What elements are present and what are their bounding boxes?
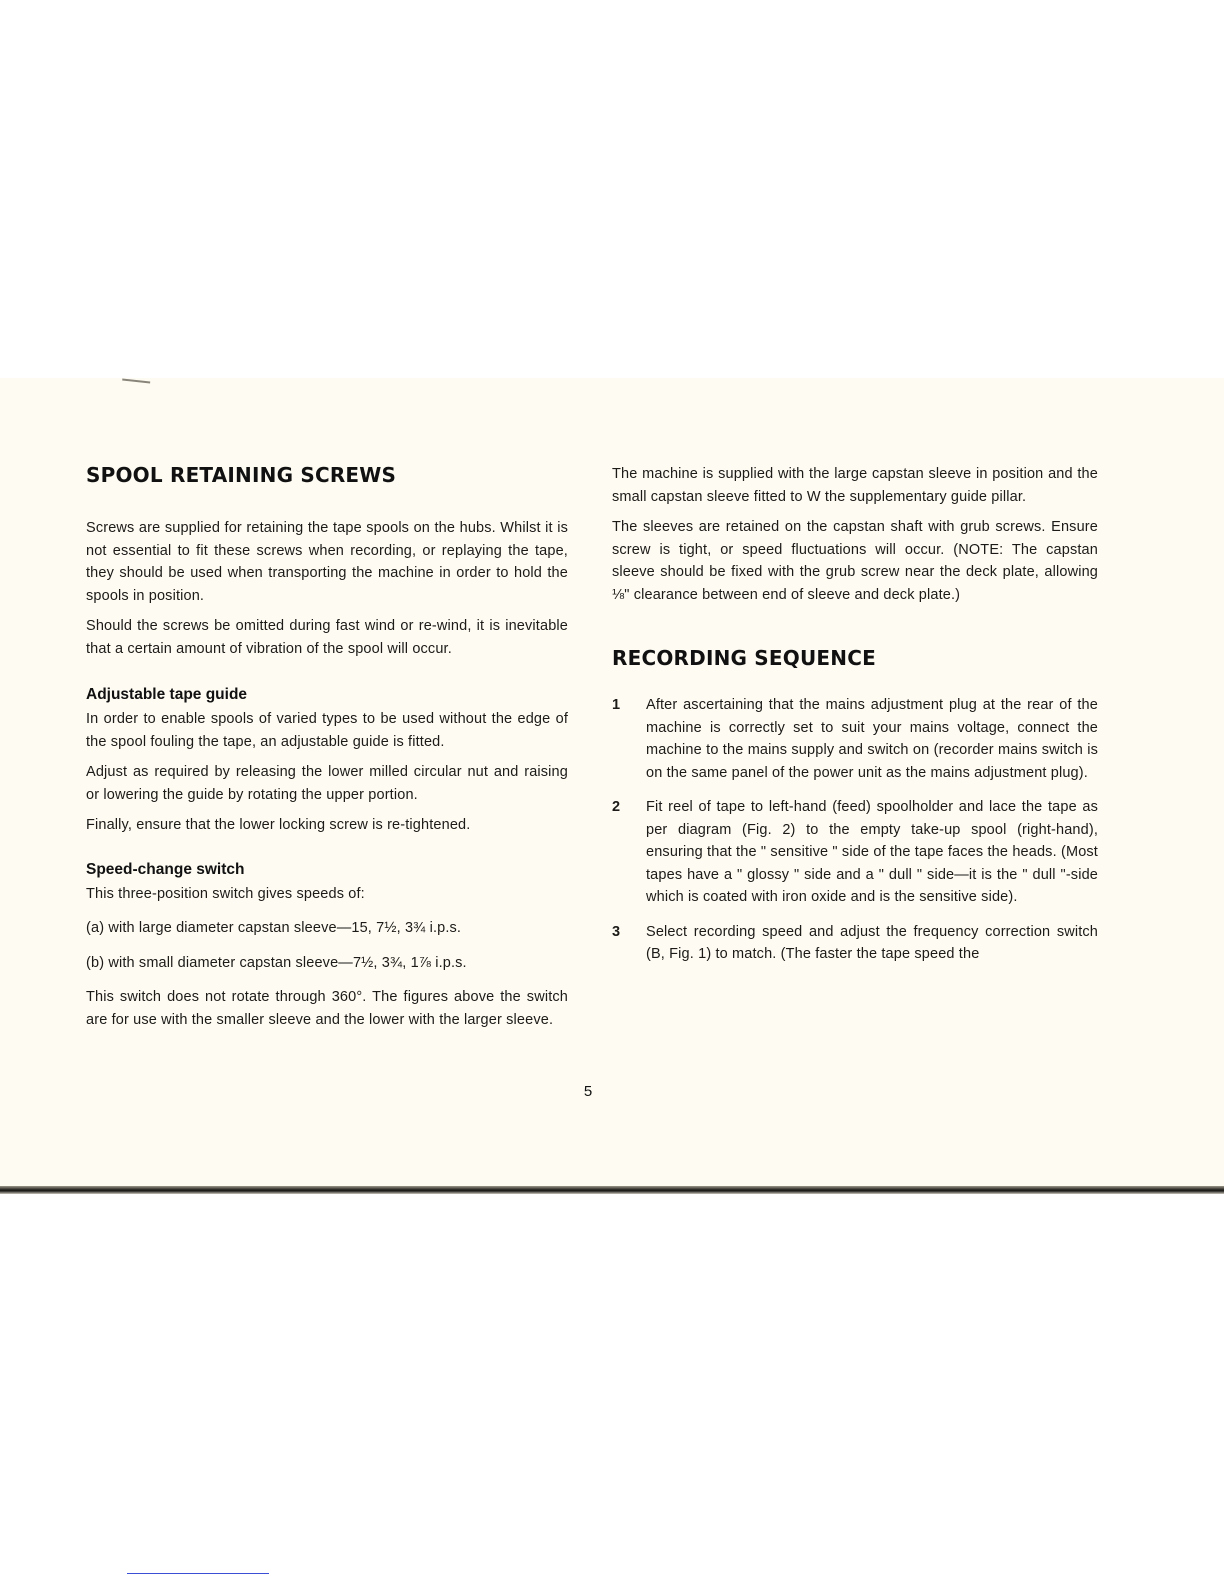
tape-guide-paragraph: In order to enable spools of varied types to be used without the edge of the spool fouling the tape, an adjustable guide is fitted. [86,711,568,750]
page-bottom-edge [0,1186,1224,1194]
spool-screws-paragraph: Screws are supplied for retaining the tape spools on the hubs. Whilst it is not essential to fit these screws when recording, or replaying the tape, they should be used when transporting the machine in order to hold the spools in position. [86,520,568,604]
step-number: 1 [612,697,621,713]
step-text: After ascertaining that the mains adjustment plug at the rear of the machine is correctly set to suit your mains voltage, connect the machine to the mains supply and switch on (recorder mains switch is on the same panel of the power unit as the mains adjustment plug). [646,697,1098,781]
left-column [86,463,568,1039]
speed-switch-paragraph: This three-position switch gives speeds of: [86,885,365,902]
step-text: Fit reel of tape to left-hand (feed) spoolholder and lace the tape as per diagram (Fig. 2) to the empty take-up spool (right-hand), ensuring that the " sensitive " side of the tape faces the heads. (Most tapes have a " glossy " side and a " dull " side—it is the " dull "-side which is coated with iron oxide and is the sensitive side). [646,799,1098,905]
tape-guide-paragraph: Finally, ensure that the lower locking screw is re-tightened. [86,817,471,833]
speed-option-small: (b) with small diameter capstan sleeve—7½, 3¾, 1⅞ i.p.s. [86,954,467,971]
recording-sequence-heading: RECORDING SEQUENCE [612,646,876,670]
speed-switch-heading: Speed-change switch [86,860,245,878]
recording-step [612,921,1098,966]
tape-guide-heading: Adjustable tape guide [86,686,248,703]
capstan-paragraph: The machine is supplied with the large capstan sleeve in position and the small capstan sleeve fitted to W the supplementary guide pillar. [612,466,1098,505]
speed-option-large: (a) with large diameter capstan sleeve—15, 7½, 3¾ i.p.s. [86,920,462,936]
spool-screws-heading: SPOOL RETAINING SCREWS [86,463,397,487]
spool-screws-paragraph: Should the screws be omitted during fast wind or re-wind, it is inevitable that a certain amount of vibration of the spool will occur. [86,618,568,657]
recording-step [612,694,1098,784]
speed-switch-paragraph: This switch does not rotate through 360°. The figures above the switch are for use with the smaller sleeve and the lower with the larger sleeve. [86,989,568,1028]
capstan-paragraph: The sleeves are retained on the capstan shaft with grub screws. Ensure screw is tight, or speed fluctuations will occur. (NOTE: The capstan sleeve should be fixed with the grub screw near the deck plate, allowing ⅛" clearance between end of sleeve and deck plate.) [612,519,1098,603]
link-underline [127,1573,269,1574]
step-text: Select recording speed and adjust the frequency correction switch (B, Fig. 1) to match. (The faster the tape speed the [646,923,1098,962]
recording-step [612,796,1098,909]
right-column [612,463,1098,978]
step-number: 2 [612,799,621,815]
step-number: 3 [612,923,621,940]
page-number: 5 [583,1083,593,1100]
tape-guide-paragraph: Adjust as required by releasing the lower milled circular nut and raising or lowering the guide by rotating the upper portion. [86,764,568,803]
